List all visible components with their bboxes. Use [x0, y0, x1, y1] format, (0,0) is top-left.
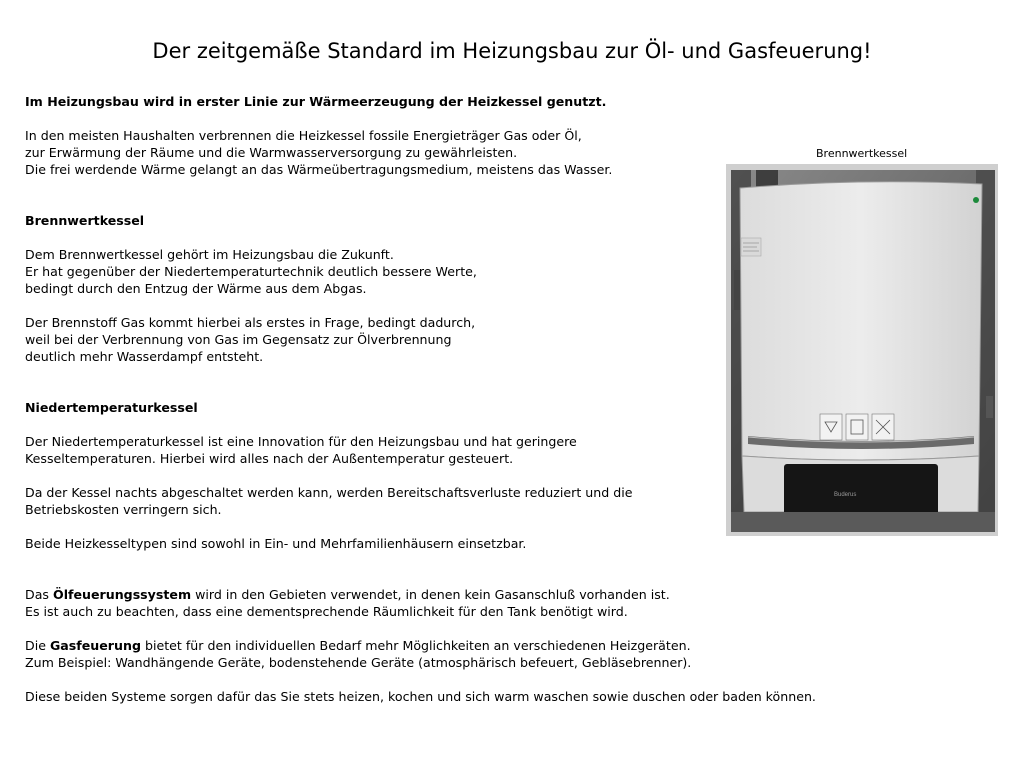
oel-line — [25, 586, 925, 603]
brennwert-line: weil bei der Verbrennung von Gas im Gegensatz zur Ölverbrennung — [25, 332, 452, 347]
brennwert-line: Der Brennstoff Gas kommt hierbei als erstes in Frage, bedingt dadurch, — [25, 315, 476, 330]
intro-heading: Im Heizungsbau wird in erster Linie zur Wärmeerzeugung der Heizkessel genutzt. — [25, 94, 607, 109]
niedertemp-line: Beide Heizkesseltypen sind sowohl in Ein- und Mehrfamilienhäusern einsetzbar. — [25, 536, 527, 551]
brennwert-line: Er hat gegenüber der Niedertemperaturtechnik deutlich bessere Werte, — [25, 264, 477, 279]
brennwert-line: deutlich mehr Wasserdampf entsteht. — [25, 349, 264, 364]
gas-suffix: bietet für den individuellen Bedarf mehr Möglichkeiten an verschiedenen Heizgeräten. — [140, 638, 691, 653]
main-text — [25, 93, 816, 705]
niedertemp-line: Da der Kessel nachts abgeschaltet werden kann, werden Bereitschaftsverluste reduziert und die — [25, 485, 633, 500]
gas-line — [25, 637, 925, 654]
intro-line: Die frei werdende Wärme gelangt an das Wärmeübertragungsmedium, meistens das Wasser. — [25, 162, 613, 177]
gas-line-2: Zum Beispiel: Wandhängende Geräte, bodenstehende Geräte (atmosphärisch befeuert, Gebläsebrenner). — [25, 655, 692, 670]
oel-keyword: Ölfeuerungssystem — [52, 587, 192, 602]
niedertemp-line: Kesseltemperaturen. Hierbei wird alles nach der Außentemperatur gesteuert. — [25, 451, 514, 466]
status-led-icon — [973, 197, 979, 203]
section-heading-niedertemperaturkessel: Niedertemperaturkessel — [25, 400, 198, 415]
brennwert-line: bedingt durch den Entzug der Wärme aus dem Abgas. — [25, 281, 367, 296]
niedertemp-line: Betriebskosten verringern sich. — [25, 502, 222, 517]
page-title: Der zeitgemäße Standard im Heizungsbau zur Öl- und Gasfeuerung! — [152, 39, 872, 63]
oel-suffix: wird in den Gebieten verwendet, in denen kein Gasanschluß vorhanden ist. — [191, 587, 670, 602]
brennwert-line: Dem Brennwertkessel gehört im Heizungsbau die Zukunft. — [25, 247, 394, 262]
photo-caption: Brennwertkessel — [816, 147, 908, 160]
gas-prefix: Die — [25, 638, 50, 653]
intro-line: zur Erwärmung der Räume und die Warmwasserversorgung zu gewährleisten. — [25, 145, 518, 160]
warning-labels — [820, 414, 894, 440]
boiler-photo — [726, 164, 998, 536]
intro-line: In den meisten Haushalten verbrennen die Heizkessel fossile Energieträger Gas oder Öl, — [25, 128, 582, 143]
closing-line: Diese beiden Systeme sorgen dafür das Sie stets heizen, kochen und sich warm waschen sowie duschen oder baden können. — [25, 689, 816, 704]
oel-line-2: Es ist auch zu beachten, dass eine dementsprechende Räumlichkeit für den Tank benötigt wird. — [25, 604, 628, 619]
section-heading-brennwertkessel: Brennwertkessel — [25, 213, 145, 228]
oel-prefix: Das — [25, 587, 53, 602]
gas-keyword: Gasfeuerung — [49, 638, 141, 653]
brand-logo: Buderus — [834, 492, 857, 498]
niedertemp-line: Der Niedertemperaturkessel ist eine Innovation für den Heizungsbau und hat geringere — [25, 434, 577, 449]
